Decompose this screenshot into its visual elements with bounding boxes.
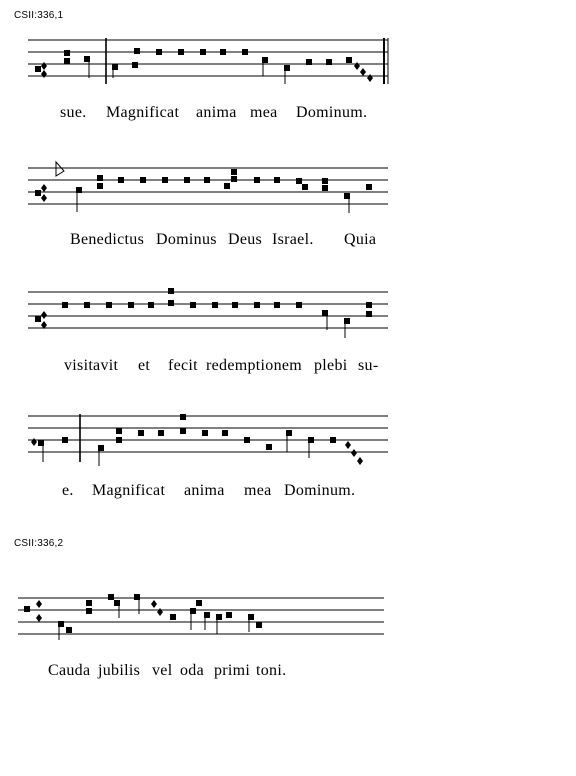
staff-3 [28, 292, 388, 328]
lyric-syllable: anima [184, 482, 225, 499]
reference-label: CSII:336,2 [14, 538, 64, 549]
lyric-syllable: anima [196, 104, 237, 121]
staff-2-notes [35, 162, 372, 213]
lyric-syllable: oda [180, 662, 205, 679]
lyric-syllable: vel [152, 662, 173, 679]
lyric-syllable: primi [214, 662, 251, 679]
staff-1-notes [35, 48, 373, 84]
lyric-syllable: Magnificat [92, 482, 166, 499]
lyric-syllable: Dominum. [284, 482, 356, 499]
lyric-syllable: Deus [228, 231, 263, 248]
lyric-syllable: Dominum. [296, 104, 368, 121]
lyric-syllable: redemptionem [206, 357, 303, 374]
lyric-syllable: mea [244, 482, 272, 499]
lyric-syllable: Magnificat [106, 104, 180, 121]
lyric-syllable: visitavit [64, 357, 119, 374]
lyric-syllable: Cauda [48, 662, 91, 679]
lyric-syllable: plebi [314, 357, 348, 374]
lyric-syllable: e. [62, 482, 74, 499]
lyric-syllable: Benedictus [70, 231, 145, 248]
staff-1 [28, 38, 388, 84]
lyric-syllable: fecit [168, 357, 198, 374]
lyric-syllable: su- [358, 357, 379, 374]
staff-2 [28, 168, 388, 204]
lyric-syllable: et [138, 357, 151, 374]
staff-5-notes [24, 594, 262, 640]
lyric-syllable: Dominus [156, 231, 217, 248]
lyric-syllable: jubilis [98, 662, 141, 679]
lyric-syllable: Quia [344, 231, 377, 248]
lyric-syllable: sue. [60, 104, 87, 121]
reference-label: CSII:336,1 [14, 10, 64, 21]
staff-3-notes [35, 288, 372, 338]
lyric-syllable: Israel. [272, 231, 314, 248]
lyric-syllable: toni. [256, 662, 287, 679]
lyric-syllable: mea [250, 104, 278, 121]
